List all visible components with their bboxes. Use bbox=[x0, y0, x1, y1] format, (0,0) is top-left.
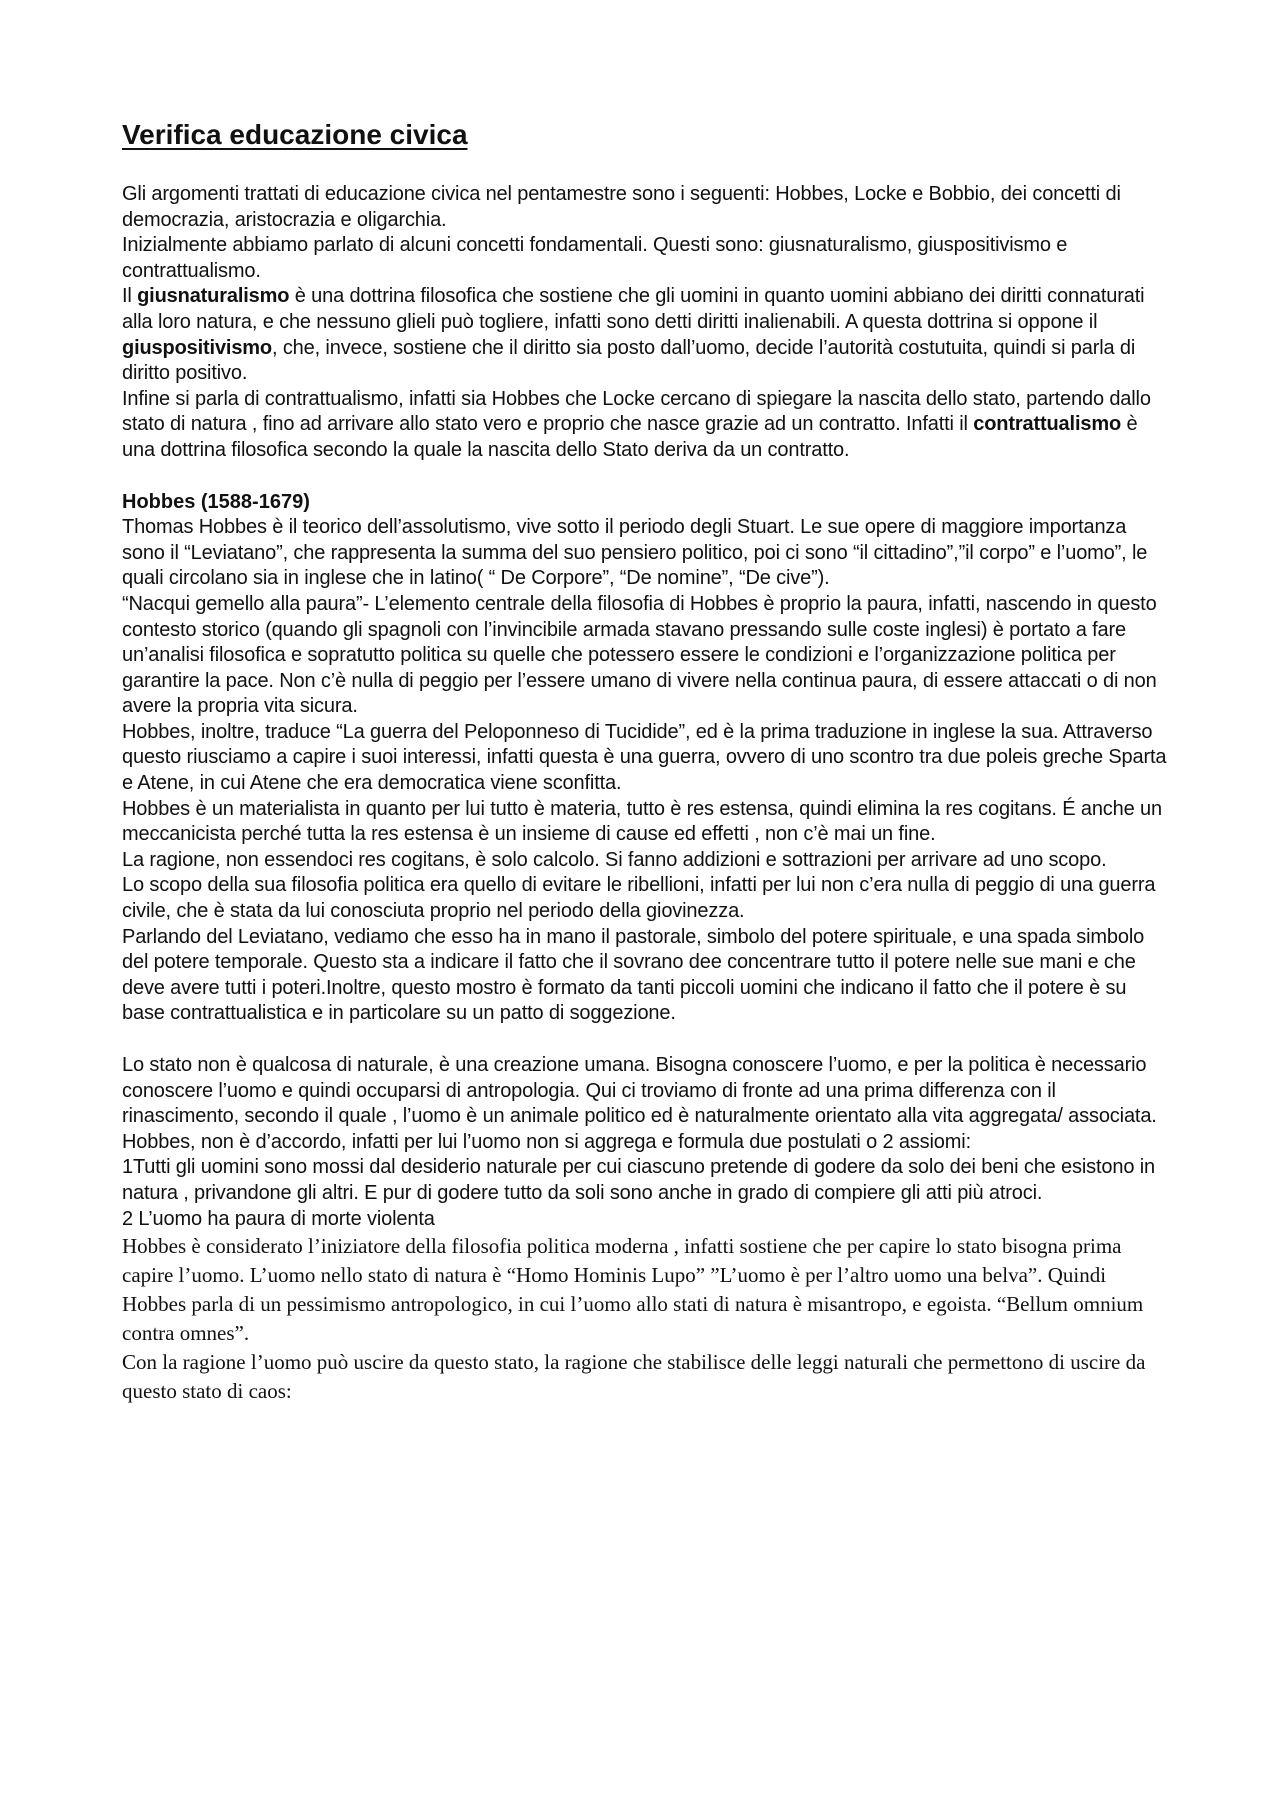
hobbes-paragraph: Thomas Hobbes è il teorico dell’assolutismo, vive sotto il periodo degli Stuart. Le sue opere di maggiore importanza sono il “Leviatano”, che rappresenta la summa del suo pensiero politico, poi ci sono “il cittadino”,”il corpo” e l’uomo”, le quali circolano sia in inglese che in latino( “ De Corpore”, “De nomine”, “De cive”). bbox=[122, 516, 1148, 590]
hobbes-paragraph: Hobbes è un materialista in quanto per lui tutto è materia, tutto è res estensa, quindi elimina la res cogitans. É anche un meccanicista perché tutta la res estensa è un insieme di cause ed effetti , non c’è mai un fine. bbox=[122, 797, 1162, 846]
hobbes-paragraph: Parlando del Leviatano, vediamo che esso ha in mano il pastorale, simbolo del potere spirituale, e una spada simbolo del potere temporale. Questo sta a indicare il fatto che il sovrano dee concentrare tutto il potere nelle sue mani e che deve avere tutti i poteri.Inoltre, questo mostro è formato da tanti piccoli uomini che indicano il fatto che il potere è su base contrattualistica e in particolare su un patto di soggezione. bbox=[122, 925, 1145, 1025]
hobbes-paragraph: Hobbes, inoltre, traduce “La guerra del Peloponneso di Tucidide”, ed è la prima traduzione in inglese la sua. Attraverso questo riusciamo a capire i suoi interessi, infatti questa è una guerra, ovvero di uno scontro tra due poleis greche Sparta e Atene, in cui Atene che era democratica viene sconfitta. bbox=[122, 720, 1167, 795]
intro-paragraph-1: Gli argomenti trattati di educazione civica nel pentamestre sono i seguenti: Hobbes, Locke e Bobbio, dei concetti di democrazia, aristocrazia e oligarchia. bbox=[122, 183, 1121, 231]
serif-paragraph: Con la ragione l’uomo può uscire da questo stato, la ragione che stabilisce delle leggi naturali che permettono di uscire da questo stato di caos: bbox=[122, 1350, 1146, 1404]
hobbes-paragraph: La ragione, non essendoci res cogitans, è solo calcolo. Si fanno addizioni e sottrazioni per arrivare ad uno scopo. bbox=[122, 848, 1107, 871]
text-run: Il bbox=[122, 285, 138, 308]
intro-paragraph-3 bbox=[122, 284, 1170, 386]
text-run: è una dottrina filosofica che sostiene che gli uomini in quanto uomini abbiano dei diritti connaturati alla loro natura, e che nessuno glieli può togliere, infatti sono detti diritti inalienabili. A questa dottrina si oppone il bbox=[122, 285, 1145, 333]
intro-paragraph-4 bbox=[122, 387, 1170, 464]
axiom-1: 1Tutti gli uomini sono mossi dal desiderio naturale per cui ciascuno pretende di godere da solo dei beni che esistono in natura , privandone gli altri. E pur di godere tutto da soli sono anche in grado di compiere gli atti più atroci. bbox=[122, 1156, 1156, 1204]
spacer bbox=[122, 464, 1170, 490]
term-giusnaturalismo: giusnaturalismo bbox=[137, 285, 290, 308]
serif-paragraph: Hobbes è considerato l’iniziatore della filosofia politica moderna , infatti sostiene che per capire lo stato bisogna prima capire l’uomo. L’uomo nello stato di natura è “Homo Hominis Lupo” ”L’uomo è per l’altro uomo una belva”. Quindi Hobbes parla di un pessimismo antropologico, in cui l’uomo allo stati di natura è misantropo, e egoista. “Bellum omnium contra omnes”. bbox=[122, 1234, 1144, 1346]
hobbes-paragraph: Lo scopo della sua filosofia politica era quello di evitare le ribellioni, infatti per lui non c’era nulla di peggio di una guerra civile, che è stata da lui conosciuta proprio nel periodo della giovinezza. bbox=[122, 874, 1156, 923]
stato-section bbox=[122, 1053, 1170, 1232]
intro-paragraph-2: Inizialmente abbiamo parlato di alcuni concetti fondamentali. Questi sono: giusnaturalismo, giuspositivismo e contrattualismo. bbox=[122, 234, 1068, 282]
stato-paragraph: Lo stato non è qualcosa di naturale, è una creazione umana. Bisogna conoscere l’uomo, e per la politica è necessario conoscere l’uomo e quindi occuparsi di antropologia. Qui ci troviamo di fronte ad una prima differenza con il rinascimento, secondo il quale , l’uomo è un animale politico ed è naturalmente orientato alla vita aggregata/ associata. Hobbes, non è d’accordo, infatti per lui l’uomo non si aggrega e formula due postulati o 2 assiomi: bbox=[122, 1054, 1157, 1153]
text-run: è una dottrina filosofica secondo la quale la nascita dello Stato deriva da un contratto. bbox=[122, 413, 1138, 461]
spacer bbox=[122, 1027, 1170, 1053]
serif-section bbox=[122, 1232, 1170, 1406]
document-title: Verifica educazione civica bbox=[122, 119, 468, 150]
term-giuspositivismo: giuspositivismo bbox=[122, 336, 272, 359]
text-run: , che, invece, sostiene che il diritto sia posto dall’uomo, decide l’autorità costutuita, quindi si parla di diritto positivo. bbox=[122, 336, 1136, 385]
document-page bbox=[122, 118, 1170, 1406]
text-run: Infine si parla di contrattualismo, infatti sia Hobbes che Locke cercano di spiegare la nascita dello stato, partendo dallo stato di natura , fino ad arrivare allo stato vero e proprio che nasce grazie ad un contratto. Infatti il bbox=[122, 387, 1151, 436]
hobbes-paragraph: “Nacqui gemello alla paura”- L’elemento centrale della filosofia di Hobbes è proprio la paura, infatti, nascendo in questo contesto storico (quando gli spagnoli con l’invincibile armada stavano pressando sulle coste inglesi) è portato a fare un’analisi filosofica e sopratutto politica su quelle che potessero essere le condizioni e l’organizzazione politica per garantire la pace. Non c’è nulla di peggio per l’essere umano di vivere nella continua paura, di essere attaccati o di non avere la propria vita sicura. bbox=[122, 592, 1157, 718]
axiom-2: 2 L’uomo ha paura di morte violenta bbox=[122, 1207, 435, 1230]
intro-section bbox=[122, 182, 1170, 464]
hobbes-section bbox=[122, 490, 1170, 1027]
section-heading-hobbes: Hobbes (1588-1679) bbox=[122, 490, 310, 513]
term-contrattualismo: contrattualismo bbox=[973, 413, 1122, 436]
